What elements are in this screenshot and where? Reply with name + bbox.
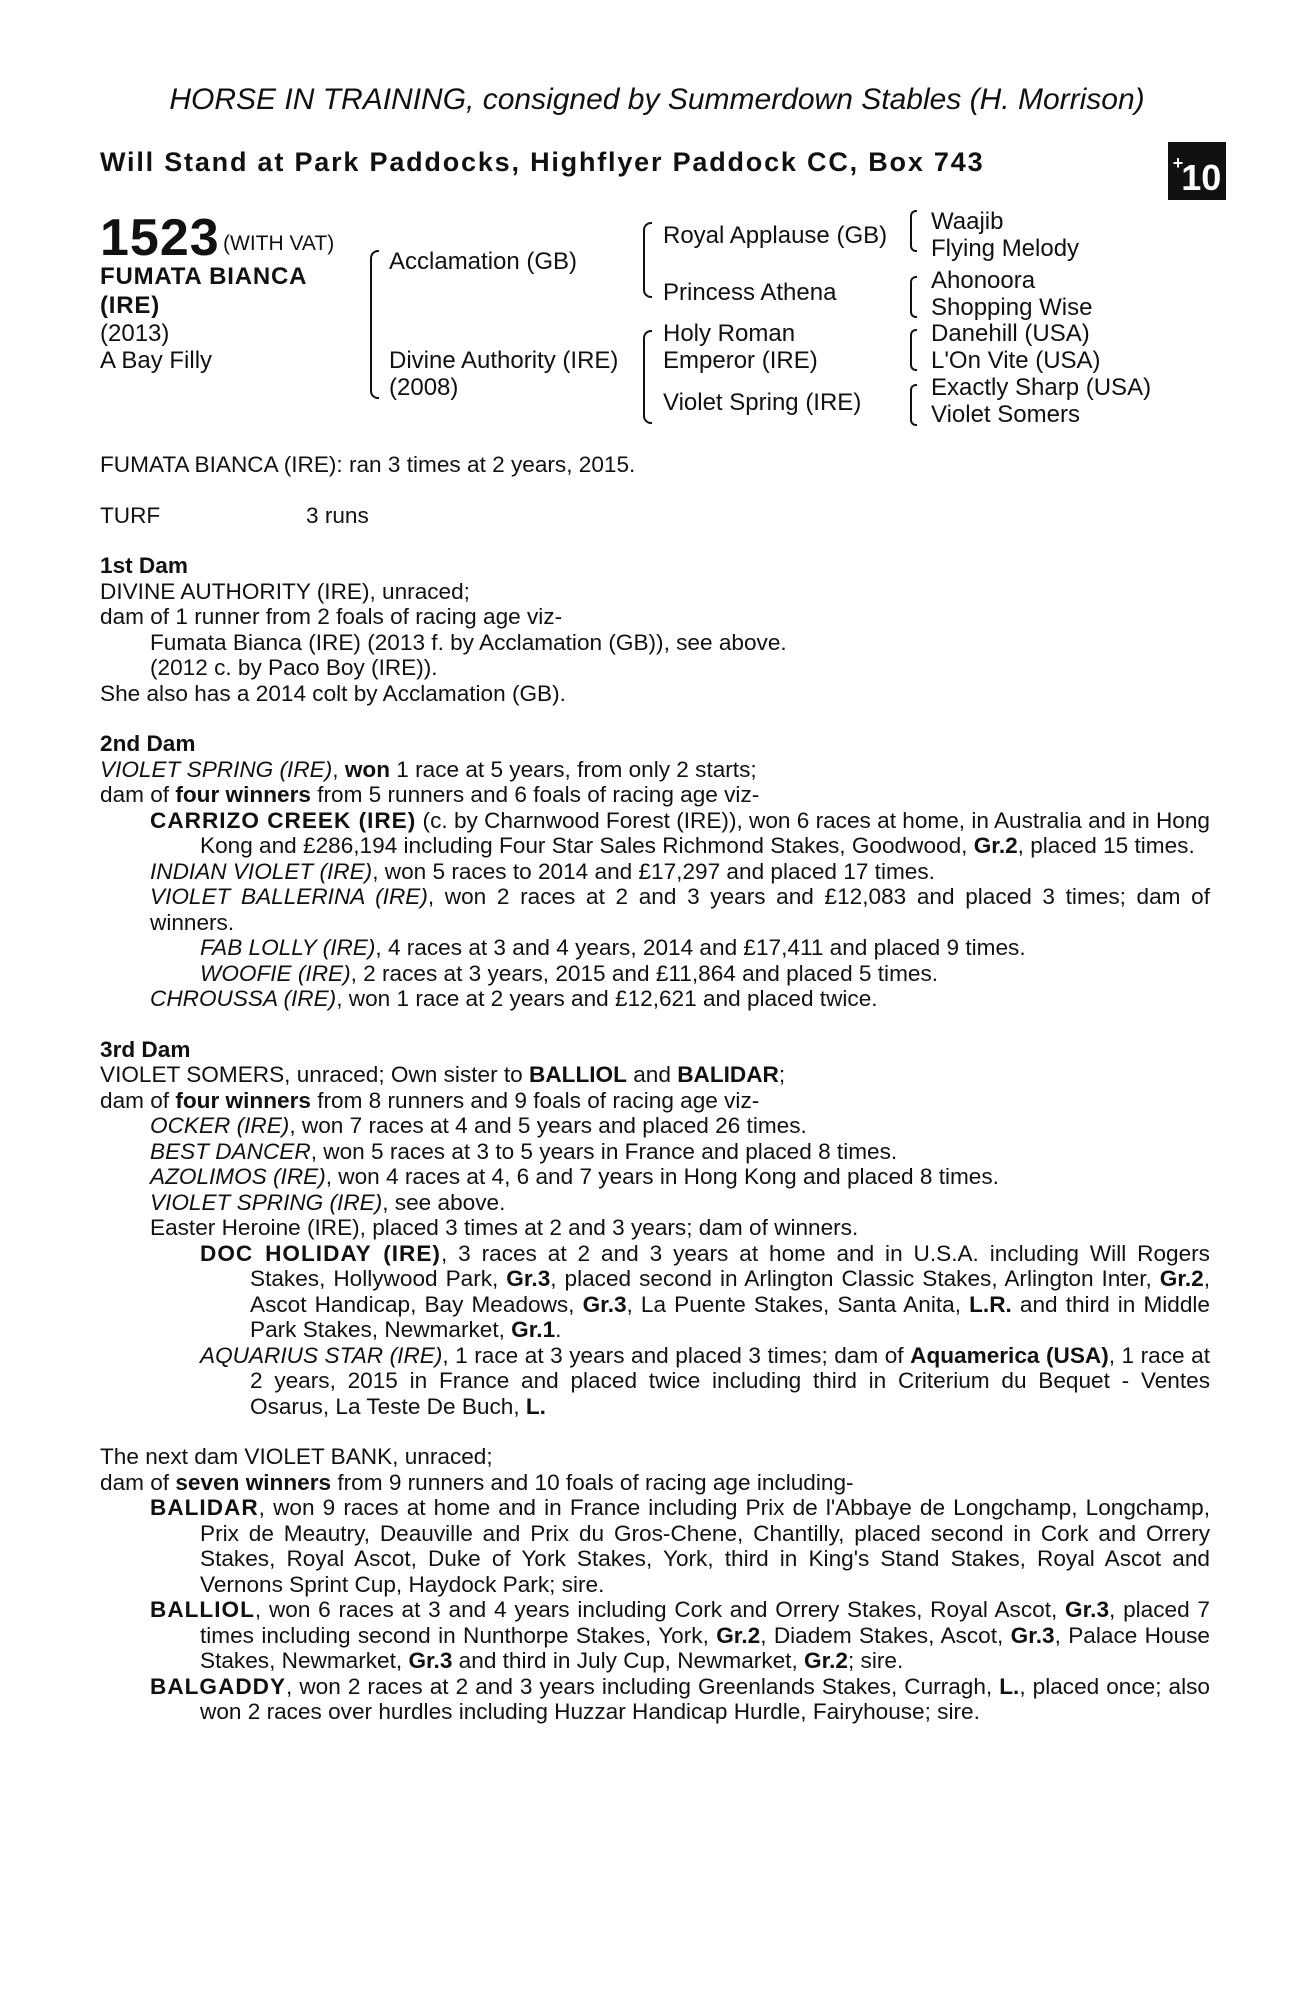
- text: (c. by Charnwood Forest (IRE)), won 6 races at home, in Australia and in Hong Kong and £286,194 including Four Star Sales Richmond Stakes, Goodwood,: [200, 807, 1210, 858]
- pedigree-g3-7: Exactly Sharp (USA): [931, 374, 1152, 401]
- race-summary: FUMATA BIANCA (IRE): ran 3 times at 2 years, 2015.: [100, 452, 636, 477]
- grade: Gr.2: [1159, 1266, 1204, 1291]
- pedigree-dam-sire-line2: Emperor (IRE): [663, 347, 818, 374]
- pedigree-g3-2: Flying Melody: [931, 235, 1080, 262]
- grade: Gr.3: [506, 1266, 551, 1291]
- foaling-year: (2013): [100, 320, 170, 347]
- pedigree-sire: Acclamation (GB): [389, 248, 578, 275]
- pedigree-g3-6: L'On Vite (USA): [931, 347, 1101, 374]
- text: , see above.: [382, 1189, 506, 1215]
- text: , won 2 races at 2 and 3 years including Greenlands Stakes, Curragh,: [286, 1673, 1000, 1699]
- text: , 1 race at 2 years, 2015 in France and placed twice including third in Criterium du Bequet - Ventes Osarus, La Teste De Buch,: [250, 1342, 1210, 1419]
- first-dam-line: Fumata Bianca (IRE) (2013 f. by Acclamation (GB)), see above.: [150, 629, 787, 655]
- produce-name: CARRIZO CREEK (IRE): [150, 807, 417, 833]
- text: 1 race at 5 years, from only 2 starts;: [390, 756, 757, 782]
- produce-entry: [100, 1343, 1210, 1420]
- text: , won 5 races at 3 to 5 years in France and placed 8 times.: [310, 1138, 898, 1164]
- pedigree-brace-dam: [643, 330, 652, 424]
- second-dam-line: [100, 757, 1210, 783]
- text: , won 9 races at home and in France including Prix de l'Abbaye de Longchamp, Longchamp, Prix de Meautry, Deauville and Prix du Gros-Chene, Chantilly, placed second in Cork and Orrery Stakes, Royal Ascot, Duke of York Stakes, York, third in King's Stand Stakes, Royal Ascot and Vernons Sprint Cup, Haydock Park; sire.: [200, 1495, 1210, 1597]
- horse-name: [100, 262, 307, 320]
- first-dam-line: dam of 1 runner from 2 foals of racing age viz-: [100, 604, 563, 629]
- pedigree-g3-8: Violet Somers: [931, 401, 1080, 428]
- text: from 5 runners and 6 foals of racing age viz-: [310, 782, 760, 807]
- produce-name: AZOLIMOS (IRE): [150, 1164, 326, 1189]
- grade: Gr.3: [1065, 1597, 1110, 1622]
- horse-name-line2: (IRE): [100, 292, 160, 319]
- text: and third in Middle Park Stakes, Newmarket,: [250, 1291, 1211, 1342]
- produce-entry: [100, 859, 1210, 885]
- catalogue-header: HORSE IN TRAINING, consigned by Summerdown Stables (H. Morrison): [169, 83, 1145, 116]
- pedigree-sire-sire: Royal Applause (GB): [663, 222, 888, 249]
- produce-entry: [100, 1241, 1210, 1343]
- pedigree-brace-sd: [910, 276, 917, 318]
- produce-entry: [100, 1495, 1210, 1597]
- text: , 3 races at 2 and 3 years at home and in U.S.A. including Will Rogers Stakes, Hollywood Park,: [250, 1240, 1210, 1291]
- produce-name: OCKER (IRE): [150, 1113, 290, 1138]
- pedigree-dam-line2: (2008): [389, 374, 459, 401]
- turf-value: 3 runs: [306, 502, 369, 528]
- produce-name: BEST DANCER: [150, 1138, 311, 1164]
- grade: L.: [525, 1393, 546, 1419]
- ten-percent-badge: [1168, 142, 1226, 200]
- text: , won 5 races to 2014 and £17,297 and placed 17 times.: [372, 858, 935, 884]
- pedigree-brace-ds: [910, 329, 917, 371]
- next-dam-line: [100, 1470, 1210, 1496]
- horse-description: A Bay Filly: [100, 347, 213, 374]
- produce-entry: [100, 1597, 1210, 1674]
- text: , won 1 race at 2 years and £12,621 and placed twice.: [336, 986, 878, 1011]
- produce-name: BALIDAR: [150, 1495, 259, 1520]
- horse-name-line1: FUMATA BIANCA: [100, 263, 308, 290]
- produce-name: BALGADDY: [150, 1673, 287, 1699]
- badge-value: 10: [1181, 157, 1222, 198]
- text: won: [344, 756, 390, 782]
- produce-entry: Easter Heroine (IRE), placed 3 times at 2 and 3 years; dam of winners.: [150, 1215, 859, 1240]
- produce-entry: [100, 808, 1210, 859]
- produce-entry: [100, 1164, 1210, 1190]
- first-dam-line: DIVINE AUTHORITY (IRE), unraced;: [100, 578, 470, 604]
- text: BALIDAR: [677, 1062, 779, 1087]
- text: , placed 15 times.: [1017, 833, 1195, 858]
- produce-name: DOC HOLIDAY (IRE): [200, 1240, 441, 1266]
- badge-plus: +: [1172, 153, 1184, 173]
- produce-entry: [100, 1190, 1210, 1216]
- produce-name: BALLIOL: [150, 1597, 255, 1622]
- text: dam of: [100, 1469, 176, 1495]
- produce-entry: [100, 1113, 1210, 1139]
- text: seven winners: [175, 1469, 332, 1495]
- pedigree-dam-line1: Divine Authority (IRE): [389, 347, 619, 374]
- text: , placed 7 times including second in Nunthorpe Stakes, York,: [200, 1597, 1210, 1648]
- text: dam of: [100, 1087, 176, 1113]
- third-dam-heading: 3rd Dam: [100, 1036, 191, 1062]
- grade: Gr.2: [973, 833, 1018, 858]
- pedigree-g3-3: Ahonoora: [931, 267, 1036, 294]
- turf-record: [100, 503, 1210, 529]
- text: , won 7 races at 4 and 5 years and placed 26 times.: [289, 1113, 807, 1138]
- next-dam-line: The next dam VIOLET BANK, unraced;: [100, 1444, 493, 1469]
- produce-name: CHROUSSA (IRE): [150, 986, 337, 1011]
- produce-name: AQUARIUS STAR (IRE): [200, 1342, 443, 1368]
- pedigree-g3-1: Waajib: [931, 208, 1004, 235]
- text: and third in July Cup, Newmarket,: [452, 1648, 805, 1673]
- text: , 4 races at 3 and 4 years, 2014 and £17,411 and placed 9 times.: [375, 935, 1026, 960]
- dam-name: VIOLET SPRING (IRE): [100, 756, 333, 782]
- pedigree-g3-4: Shopping Wise: [931, 294, 1093, 321]
- pedigree-brace-ss: [910, 210, 917, 252]
- first-dam-line: (2012 c. by Paco Boy (IRE)).: [150, 655, 438, 680]
- grade: L.R.: [969, 1291, 1012, 1317]
- produce-name: VIOLET SPRING (IRE): [150, 1189, 383, 1215]
- grade: Gr.3: [408, 1648, 453, 1673]
- produce-name: INDIAN VIOLET (IRE): [150, 858, 373, 884]
- first-dam-line: She also has a 2014 colt by Acclamation (GB).: [100, 680, 566, 706]
- text: , placed once; also won 2 races over hurdles including Huzzar Handicap Hurdle, Fairyhouse; sire.: [200, 1673, 1210, 1724]
- produce-name: FAB LOLLY (IRE): [200, 935, 376, 960]
- first-dam-heading: 1st Dam: [100, 553, 188, 578]
- text: and: [626, 1062, 678, 1087]
- text: four winners: [175, 1087, 311, 1113]
- produce-name: WOOFIE (IRE): [200, 960, 351, 986]
- pedigree-dam-sire-line1: Holy Roman: [663, 320, 796, 347]
- grade: Gr.2: [804, 1648, 848, 1673]
- text: , won 6 races at 3 and 4 years including Cork and Orrery Stakes, Royal Ascot,: [254, 1597, 1066, 1622]
- turf-label: TURF: [100, 502, 161, 528]
- produce-entry: [100, 1674, 1210, 1725]
- produce-entry: [100, 935, 1210, 961]
- vat-note: (WITH VAT): [223, 232, 335, 255]
- text: BALLIOL: [529, 1062, 627, 1087]
- lot-number: 1523: [100, 209, 220, 267]
- second-dam-line: [100, 782, 1210, 808]
- text: ; sire.: [847, 1648, 904, 1673]
- text: four winners: [175, 782, 311, 807]
- pedigree-dam-dam: Violet Spring (IRE): [663, 389, 862, 416]
- text: dam of: [100, 782, 176, 807]
- text: ,: [332, 756, 345, 782]
- pedigree-g3-5: Danehill (USA): [931, 320, 1090, 347]
- text: , Palace House Stakes, Newmarket,: [200, 1622, 1210, 1673]
- third-dam-line: [100, 1062, 1210, 1088]
- text: , La Puente Stakes, Santa Anita,: [626, 1291, 970, 1317]
- grade: Gr.1: [511, 1317, 556, 1342]
- text: , won 2 races at 2 and 3 years and £12,083 and placed 3 times; dam of winners.: [150, 884, 1211, 935]
- catalogue-body: [100, 452, 1210, 1725]
- grade: L.: [999, 1673, 1020, 1699]
- third-dam-line: [100, 1088, 1210, 1114]
- stand-location: Will Stand at Park Paddocks, Highflyer Paddock CC, Box 743: [100, 147, 985, 177]
- produce-entry: [100, 1139, 1210, 1165]
- produce-name: VIOLET BALLERINA (IRE): [150, 884, 428, 909]
- grade: Gr.2: [716, 1622, 761, 1648]
- text: VIOLET SOMERS, unraced; Own sister to: [100, 1062, 530, 1087]
- pedigree-brace-main: [370, 250, 379, 399]
- text: , Diadem Stakes, Ascot,: [760, 1622, 1011, 1648]
- pedigree-brace-dd: [910, 384, 917, 426]
- pedigree-sire-dam: Princess Athena: [663, 279, 837, 306]
- text: , won 4 races at 4, 6 and 7 years in Hong Kong and placed 8 times.: [325, 1164, 999, 1189]
- text: from 9 runners and 10 foals of racing age including-: [331, 1469, 854, 1495]
- pedigree-brace-sire: [643, 222, 652, 298]
- produce-entry: [100, 884, 1210, 935]
- text: .: [555, 1317, 562, 1342]
- second-dam-heading: 2nd Dam: [100, 731, 196, 756]
- text: from 8 runners and 9 foals of racing age viz-: [310, 1087, 760, 1113]
- text: , 2 races at 3 years, 2015 and £11,864 and placed 5 times.: [350, 960, 939, 986]
- grade: Gr.3: [582, 1291, 627, 1317]
- text: Aquamerica (USA): [910, 1342, 1109, 1368]
- text: , placed second in Arlington Classic Stakes, Arlington Inter,: [550, 1266, 1160, 1291]
- text: , 1 race at 3 years and placed 3 times; dam of: [442, 1342, 911, 1368]
- text: , Ascot Handicap, Bay Meadows,: [250, 1266, 1210, 1317]
- produce-entry: [100, 986, 1210, 1012]
- grade: Gr.3: [1010, 1622, 1055, 1648]
- produce-entry: [100, 961, 1210, 987]
- text: ;: [778, 1062, 786, 1087]
